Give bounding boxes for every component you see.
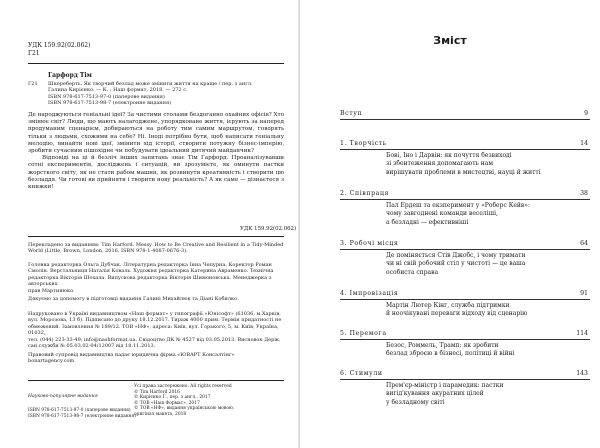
- toc-entry-label: 2. Співпраця: [340, 190, 390, 197]
- toc-desc-line: Пал Ердеш та екзперимент у «Роберс Кейв»:: [386, 202, 530, 209]
- toc-entry-page: 91: [580, 290, 588, 297]
- copyright-block: [134, 384, 294, 418]
- toc-desc-line: а безладні — ефективніші: [386, 218, 469, 226]
- translated-line: World (Little, Brown, London, 2016, ISBN 978-1-4087-0676-3).: [28, 248, 188, 255]
- editors-line: Головна редакторка Ольга Дубчак. Літературна редакторка Інна Чепурна. Коректор Роман: [28, 262, 272, 268]
- toc-entry-page: 14: [580, 140, 588, 147]
- toc-rule: [340, 299, 590, 300]
- annotation-paragraph: Де народжуються геніальні ідеї? За чистими столами бездоганно охайних офісів? Хто змінює світ? Люди, що мають налагоджене, упорядковане життя, ієрують за наперед продуманим сценарієм, добираються на роботу тим самим маршрутом, говорять тільки з людьми, схожими на себе? Ні. Іноді потрібно бути, щоб написати геніальну мелодію, винайти нові ідеї, змінити хід історії, створити потужну бізнес-імперію, зробити сучасним пішохідне чи побудувати ідеальний дитячий майданчик?: [28, 112, 284, 155]
- catalog-line: ISBN 978-617-7513-97-0 (паперове видання): [48, 93, 165, 100]
- editors-line: Смолін. Верстальниця Наталія Коваль. Художня редакторка Катерина Авраменко. Технічна: [28, 268, 274, 275]
- translated-line: Перекладено за виданням: Tim Harford. Messy. How to Be Creative and Resilient in a Tidy-Minded: [28, 242, 284, 248]
- toc-rule: [340, 199, 590, 200]
- legal-line: Правовий супровід видавництва надає юридична фірма «ЮВАРТ Консалтінг»: [28, 352, 235, 358]
- toc-entry-page: 143: [576, 370, 588, 377]
- toc-rule: [340, 379, 590, 380]
- copyright-line: оригінал макета, 2018: [134, 411, 187, 417]
- toc-entry-page: 114: [576, 330, 588, 337]
- toc-entry-page: 64: [580, 240, 588, 247]
- thanks-line: Дякуємо за допомогу в підготовці видання Галині Михайлюк та Діані Кобилко.: [28, 296, 239, 302]
- toc-desc-line: безлад зброєю в бізнесі, політиці й війні: [386, 350, 515, 358]
- annotation: [28, 112, 284, 191]
- toc-desc-line: Бові, Іно і Дарвін: як почуття безвиході: [386, 152, 512, 159]
- print-line: обмежений. Замовлення № 189/12. ТОВ «НФ», адреса: Київ, вул. Горького, 5, м. Київ, Україна, 01032,: [28, 323, 279, 337]
- toc-entry-desc: [386, 152, 566, 177]
- toc-desc-line: Де поміняється Стів Джобс, і чому тримати: [386, 252, 526, 259]
- isbn-line: ISBN 978-617-7513-97-0 (паперове видання): [28, 408, 131, 413]
- toc-entry-label: 5. Перемога: [340, 330, 387, 337]
- toc-entry-desc: [386, 382, 566, 407]
- print-line: тел. (044) 223-33-49; info@nashformat.ua. Свідоцтво ДК № 4527 від 03.05.2013. Висновок Держ.: [28, 336, 281, 343]
- print-line: вул. Морозова, 13 б). Підписано до друку 18.12.2017. Тираж 4000 прим. Термін придатності не: [28, 317, 282, 324]
- copyright-line: © Tim Harford 2016: [134, 389, 180, 395]
- toc-rule: [340, 119, 590, 120]
- udk-header: [28, 42, 90, 58]
- toc-desc-line: чи ні свій робочий стіл у чистоті — це вашa: [386, 260, 526, 268]
- udk-bottom: УДК 159.92(02.062): [240, 226, 297, 232]
- editors-credits: [28, 262, 288, 294]
- toc-entry-label: 6. Стимули: [340, 370, 383, 377]
- toc-entry-page: 9: [584, 110, 588, 117]
- top-rule: [28, 63, 284, 64]
- toc-entry-desc: [386, 252, 566, 277]
- catalog-letter: Г21: [28, 81, 38, 87]
- annotation-paragraph: Відповіді на ці й безліч інших запитань знає Тім Гарфорд. Проаналізувавши сотні експериментів, досліджень і ситуацій, ви зрозумієте, як оминути пастки жорсткого світу, як не стати рабом машин, як розвинути креативність і створити цю безладдя. Чи готові ви прийняти і творити нову реальність? А як саме — дізнаєтеся з книжки!: [28, 155, 284, 191]
- bottom-rule: [28, 380, 284, 381]
- editors-line: прав Мартинюко.: [28, 287, 75, 294]
- toc-desc-line: у безладному світі: [386, 398, 445, 406]
- catalog-line: Галина Кирієнко. — К. : Наш формат, 2018. — 272 с.: [48, 87, 188, 94]
- translated-from: [28, 242, 288, 255]
- toc-desc-line: вигід'кування акуратних цілей: [386, 390, 484, 398]
- toc-entry-label: Вступ: [340, 110, 363, 117]
- isbn-line: ISBN 978-617-7513-98-7 (електронне видання): [28, 413, 137, 419]
- copyright-line: © ТОВ «НФ», видання українською мовою,: [134, 406, 235, 412]
- toc-entry-label: 4. Імпровізація: [340, 290, 399, 297]
- isbn-block: [28, 408, 136, 419]
- toc-entry-desc: [386, 342, 566, 359]
- right-page: [300, 0, 600, 448]
- toc-title: Зміст: [433, 34, 467, 47]
- toc-entry-page: 38: [580, 190, 588, 197]
- copyright-line: © ТОВ «Наш Формат», 2017: [134, 400, 200, 406]
- udk-code: УДК 159.92(02.062): [28, 42, 91, 49]
- toc-desc-line: вирішувати проблеми в мистецтві, науці й житті: [386, 168, 541, 176]
- copyright-line: © Кирієнко Г., пер. з англ., 2017: [134, 395, 211, 401]
- toc-entry-label: 1. Творчість: [340, 140, 387, 147]
- catalog-line: Шкереберть. Як творчий безлад може змінити життя на краще / пер. з англ.: [48, 81, 253, 87]
- toc-desc-line: Прем'єр-міністр і парамедик: пастки: [386, 382, 504, 389]
- toc-desc-line: Мартін Лютер Кінг, служба підтримки: [386, 302, 510, 309]
- toc-desc-line: чому завгоднені команди веселіші,: [386, 210, 498, 218]
- catalog-line: ISBN 978-617-7513-98-7 (електронне видання): [48, 100, 172, 107]
- copyright-line: Усі права застережено. All rights reserved: [134, 384, 232, 389]
- print-line: Надруковано в Україні видавництвом «Наш формат» у типографії «Юнісофт» (61036, м.Харків,: [28, 311, 281, 317]
- author-name: Гарфорд Тім: [48, 72, 92, 79]
- catalog-entry: [48, 81, 280, 107]
- toc-desc-line: зі збентеження допомагають нам: [386, 160, 494, 168]
- toc-desc-line: й неочікувані переваги відходу від сценарію: [386, 310, 528, 318]
- legal-support: [28, 352, 288, 365]
- middle-rule: [28, 236, 284, 237]
- toc-entry-desc: [386, 202, 566, 227]
- legal-url: bonartagency.com: [28, 358, 75, 365]
- print-line: сан.служби № 05.03.02-04/12007 від 18.11.2013.: [28, 343, 156, 350]
- toc-desc-line: особиста справа: [386, 268, 439, 276]
- print-info: [28, 311, 288, 349]
- toc-entry-desc: [386, 302, 566, 319]
- toc-desc-line: Безос, Роммель, Трамп: як зробити: [386, 342, 499, 349]
- toc-entry-label: 3. Робочі місця: [340, 240, 399, 247]
- udk-letter: Г21: [28, 50, 40, 57]
- toc-rule: [340, 339, 590, 340]
- toc-rule: [340, 249, 590, 250]
- toc-rule: [340, 149, 590, 150]
- editors-line: редакторка Вікторія Шохала. Випускова редакторка Вікторія Шимоновська. Менеджерка з авторських: [28, 274, 272, 288]
- genre-line: Науково-популярне видання: [28, 394, 98, 399]
